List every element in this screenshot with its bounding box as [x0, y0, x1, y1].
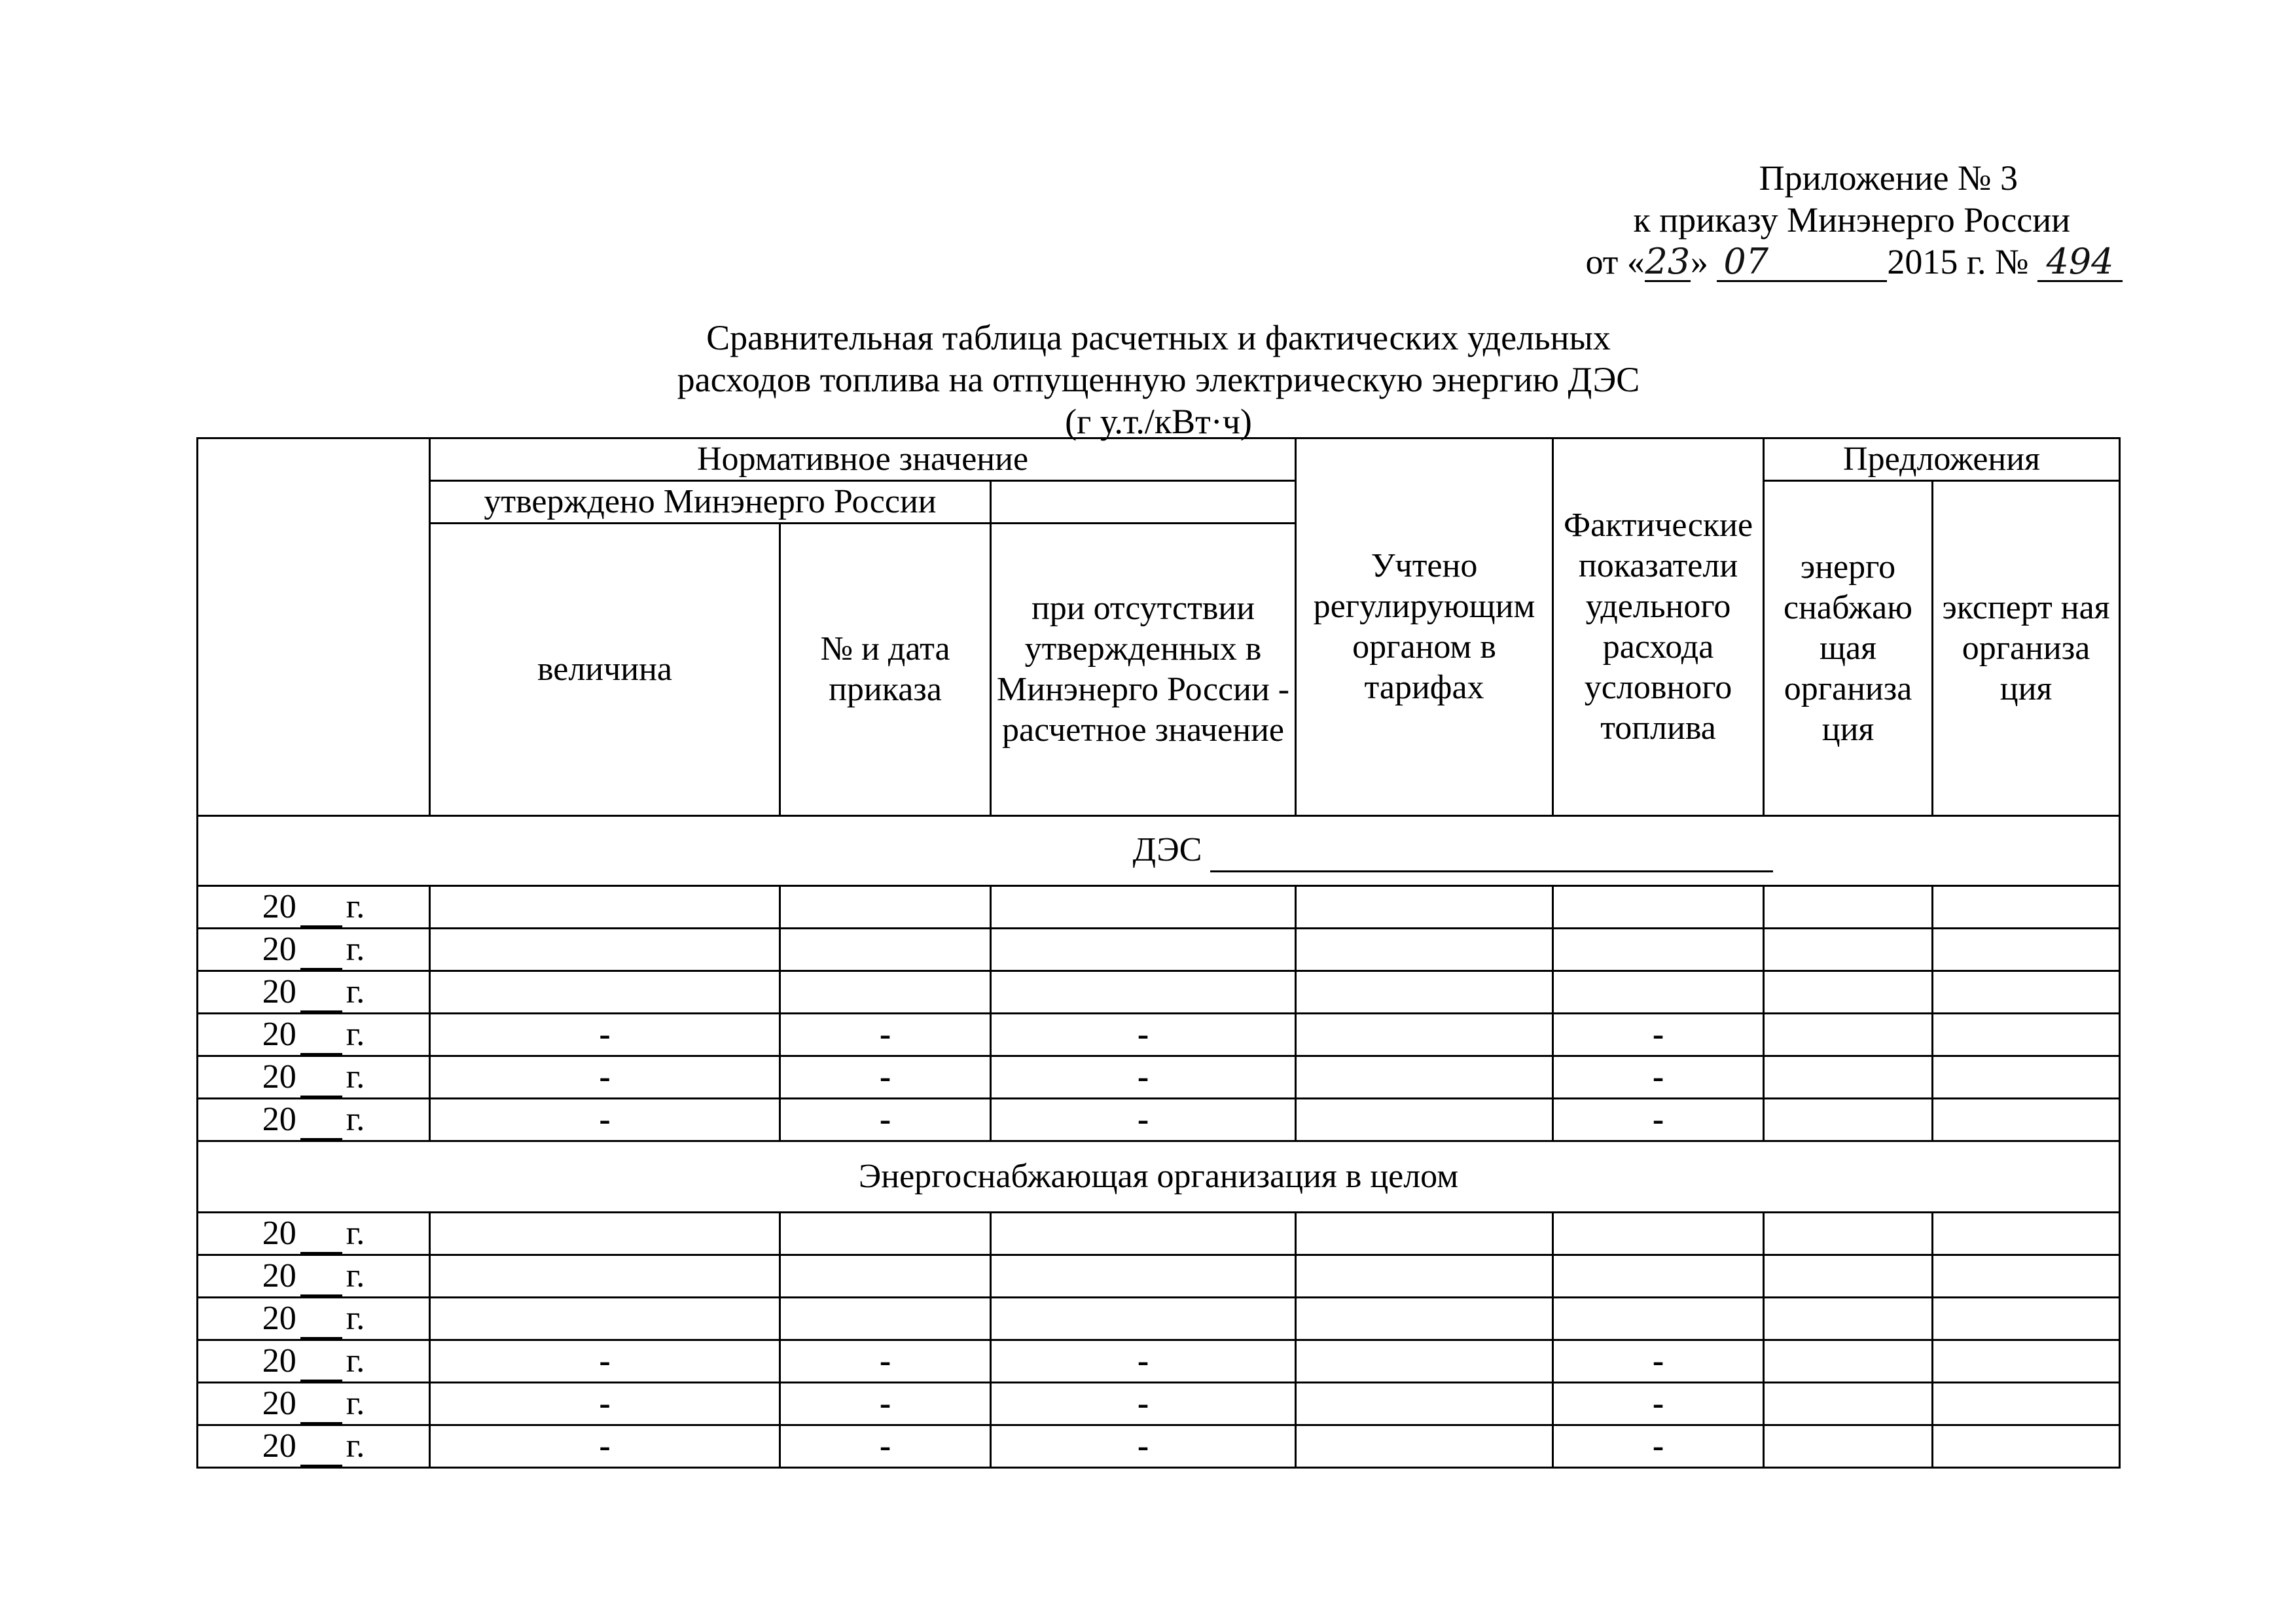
section-des: ДЭС [198, 816, 2120, 886]
year-cell: 20 г. [198, 1340, 430, 1383]
year-cell: 20 г. [198, 1056, 430, 1099]
dash-cell: - [780, 1383, 991, 1425]
year-cell: 20 г. [198, 1383, 430, 1425]
header-accounted: Учтено регулирующим органом в тарифах [1296, 438, 1553, 816]
year-cell: 20 г. [198, 1014, 430, 1056]
dash-cell: - [1553, 1099, 1764, 1141]
header-actual: Фактические показатели удельного расхода условного топлива [1553, 438, 1764, 816]
year-cell: 20 г. [198, 929, 430, 971]
table-row [198, 1340, 2120, 1383]
year-cell: 20 г. [198, 886, 430, 929]
dash-cell: - [991, 1425, 1296, 1468]
table-row [198, 929, 2120, 971]
year-cell: 20 г. [198, 1298, 430, 1340]
table-row [198, 1213, 2120, 1255]
table-row [198, 1099, 2120, 1141]
units: (г у.т./кВт·ч) [1065, 402, 1252, 441]
dash-cell: - [991, 1340, 1296, 1383]
table-row [198, 1425, 2120, 1468]
header-expert: эксперт ная организа ция [1933, 481, 2120, 816]
dash-cell: - [1553, 1340, 1764, 1383]
table-row [198, 1255, 2120, 1298]
header-supplier: энерго снабжаю щая организа ция [1764, 481, 1933, 816]
header-order: № и дата приказа [780, 524, 991, 816]
order-date-line: от «23» 07 2015 г. № 494 [1586, 241, 2123, 283]
dash-cell: - [1553, 1425, 1764, 1468]
year-cell: 20 г. [198, 1099, 430, 1141]
table-row [198, 1014, 2120, 1056]
document-title: Сравнительная таблица расчетных и фактических удельных расходов топлива на отпущенную электрическую энергию ДЭС (г у.т./кВт·ч) [537, 317, 1780, 442]
header-calculated: при отсутствии утвержденных в Минэнерго России - расчетное значение [991, 524, 1296, 816]
dash-cell: - [430, 1425, 780, 1468]
dash-cell: - [780, 1014, 991, 1056]
dash-cell: - [991, 1383, 1296, 1425]
header-empty-cell [198, 438, 430, 816]
header-approved: утверждено Минэнерго России [430, 481, 991, 524]
comparison-table [196, 437, 2121, 1469]
handwritten-month: 07 [1717, 243, 1887, 282]
dash-cell: - [991, 1099, 1296, 1141]
dash-cell: - [991, 1014, 1296, 1056]
dash-cell: - [1553, 1014, 1764, 1056]
dash-cell: - [430, 1340, 780, 1383]
header-proposals: Предложения [1764, 438, 2120, 481]
dash-cell: - [430, 1014, 780, 1056]
table-row [198, 1383, 2120, 1425]
dash-cell: - [430, 1383, 780, 1425]
year-cell: 20 г. [198, 1213, 430, 1255]
table-row [198, 1056, 2120, 1099]
dash-cell: - [780, 1340, 991, 1383]
table-row [198, 886, 2120, 929]
appendix-order-ref: к приказу Минэнерго России [1633, 200, 2070, 240]
table-row [198, 971, 2120, 1014]
appendix-header [1586, 157, 2123, 283]
dash-cell: - [780, 1425, 991, 1468]
appendix-number: Приложение № 3 [1759, 158, 2018, 198]
dash-cell: - [1553, 1383, 1764, 1425]
year-cell: 20 г. [198, 1255, 430, 1298]
dash-cell: - [991, 1056, 1296, 1099]
header-normative: Нормативное значение [430, 438, 1296, 481]
dash-cell: - [430, 1056, 780, 1099]
handwritten-day: 23 [1645, 241, 1691, 282]
dash-cell: - [1553, 1056, 1764, 1099]
section-organization: Энергоснабжающая организация в целом [198, 1141, 2120, 1213]
header-value: величина [430, 524, 780, 816]
dash-cell: - [780, 1099, 991, 1141]
year-cell: 20 г. [198, 971, 430, 1014]
handwritten-order-number: 494 [2037, 243, 2123, 282]
dash-cell: - [430, 1099, 780, 1141]
year-cell: 20 г. [198, 1425, 430, 1468]
dash-cell: - [780, 1056, 991, 1099]
table-row [198, 1298, 2120, 1340]
header-approved-blank [991, 481, 1296, 524]
